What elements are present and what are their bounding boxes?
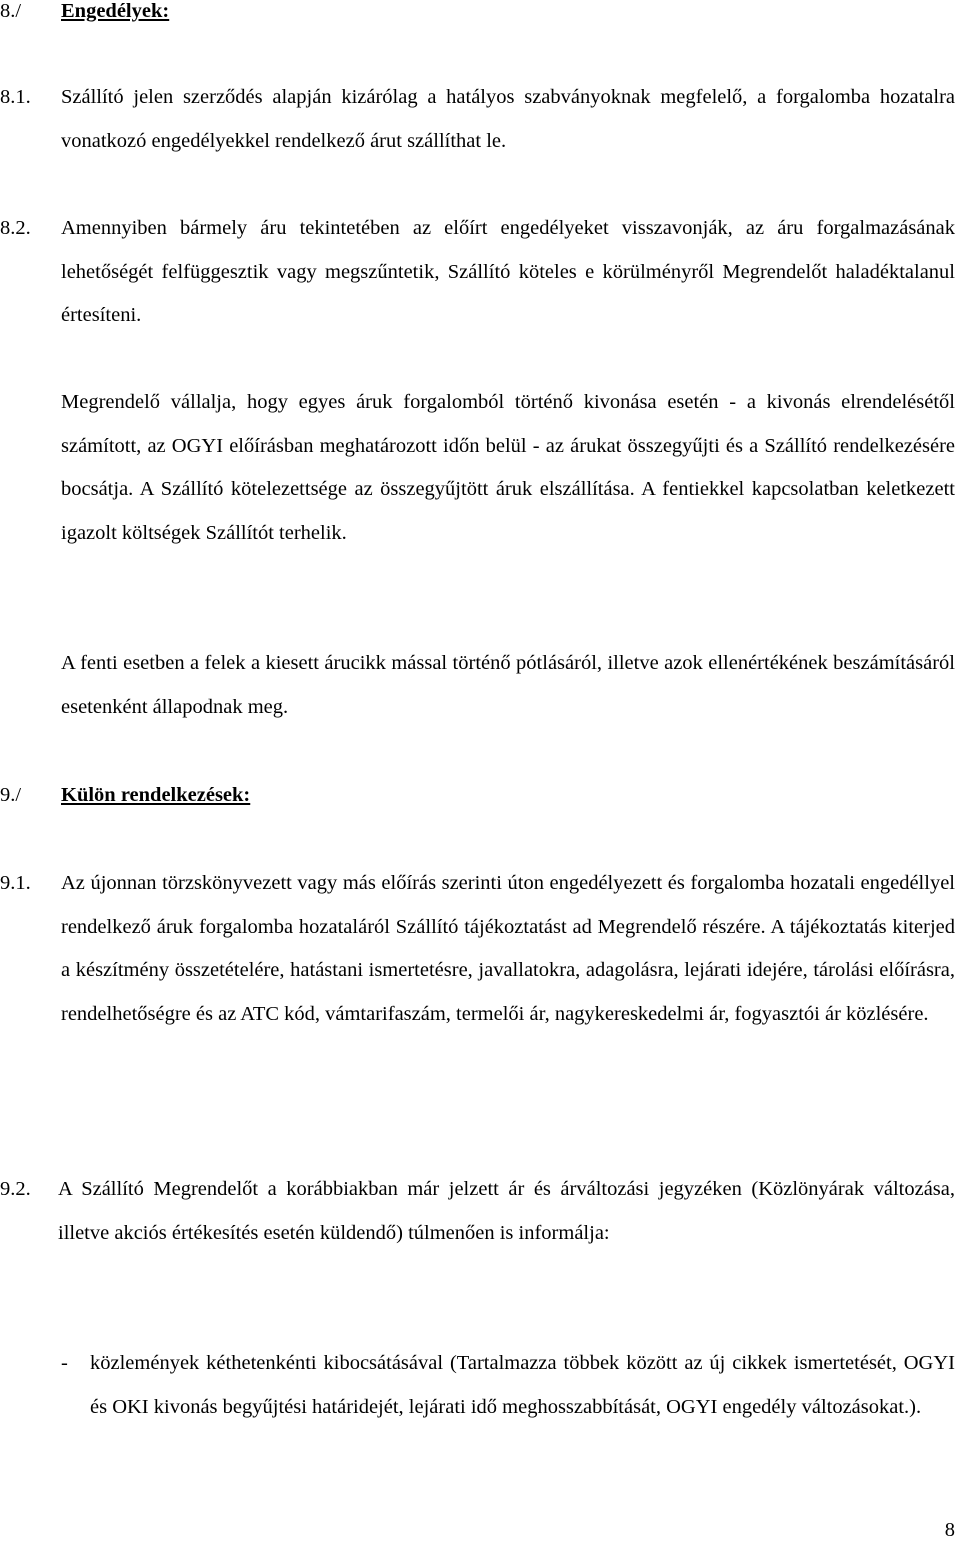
clause-8-2-paragraph-2 — [0, 381, 960, 599]
paragraph-text: A fenti esetben a felek a kiesett árucikk mással történő pótlásáról, illetve azok ellenértékének beszámításáról esetenként állapodnak meg. — [61, 652, 955, 718]
page-number: 8 — [944, 1519, 955, 1541]
section-title: Engedélyek: — [61, 0, 170, 22]
paragraph-text: Megrendelő vállalja, hogy egyes áruk forgalomból történő kivonása esetén - a kivonás elrendelésétől számított, az OGYI előírásban meghatározott időn belül - az árukat összegyűjti és a Szállító rendelkezésére bocsátja. A Szállító kötelezettsége az összegyűjtött áruk elszállítása. A fentiekkel kapcsolatban keletkezett igazolt költségek Szállítót terhelik. — [61, 391, 955, 544]
clause-text: A Szállító Megrendelőt a korábbiakban már jelzett ár és árváltozási jegyzéken (Közlönyárak változása, illetve akciós értékesítés esetén küldendő) túlmenően is informálja: — [58, 1178, 955, 1244]
list-bullet: - — [61, 1352, 68, 1374]
section-number: 8./ — [0, 0, 22, 22]
clause-text: Szállító jelen szerződés alapján kizárólag a hatályos szabványoknak megfelelő, a forgalomba hozatalra vonatkozó engedélyekkel rendelkező árut szállíthat le. — [61, 86, 955, 152]
clause-9-2-list-item — [0, 1342, 960, 1473]
clause-9-1 — [0, 862, 960, 1124]
clause-8-1 — [0, 76, 960, 164]
section-9-heading-row — [0, 774, 960, 818]
clause-text: Amennyiben bármely áru tekintetében az előírt engedélyeket visszavonják, az áru forgalmazásának lehetőségét felfüggesztik vagy megszűntetik, Szállító köteles e körülményről Megrendelőt haladéktalanul értesíteni. — [61, 217, 955, 326]
clause-number: 8.1. — [0, 86, 31, 108]
section-title: Külön rendelkezések: — [61, 784, 251, 806]
clause-number: 9.1. — [0, 872, 31, 894]
clause-number: 8.2. — [0, 217, 31, 239]
clause-number: 9.2. — [0, 1178, 31, 1200]
clause-9-2 — [0, 1168, 960, 1299]
clause-8-2-paragraph-3 — [0, 642, 960, 730]
section-8-heading-row — [0, 0, 960, 34]
section-number: 9./ — [0, 784, 22, 806]
clause-8-2 — [0, 207, 960, 338]
clause-text: Az újonnan törzskönyvezett vagy más előírás szerinti úton engedélyezett és forgalomba hozatali engedéllyel rendelkező áruk forgalomba hozataláról Szállító tájékoztatást ad Megrendelő részére. A tájékoztatás kiterjed a készítmény összetételére, hatástani ismertetésre, javallatokra, adagolásra, lejárati idejére, tárolási előírásra, rendelhetőségre és az ATC kód, vámtarifaszám, termelői ár, nagykereskedelmi ár, fogyasztói ár közlésére. — [61, 872, 955, 1025]
list-item-text: közlemények kéthetenkénti kibocsátásával (Tartalmazza többek között az új cikkek ismertetését, OGYI és OKI kivonás begyűjtési határidejét, lejárati idő meghosszabbítását, OGYI engedély változásokat.). — [90, 1352, 955, 1418]
